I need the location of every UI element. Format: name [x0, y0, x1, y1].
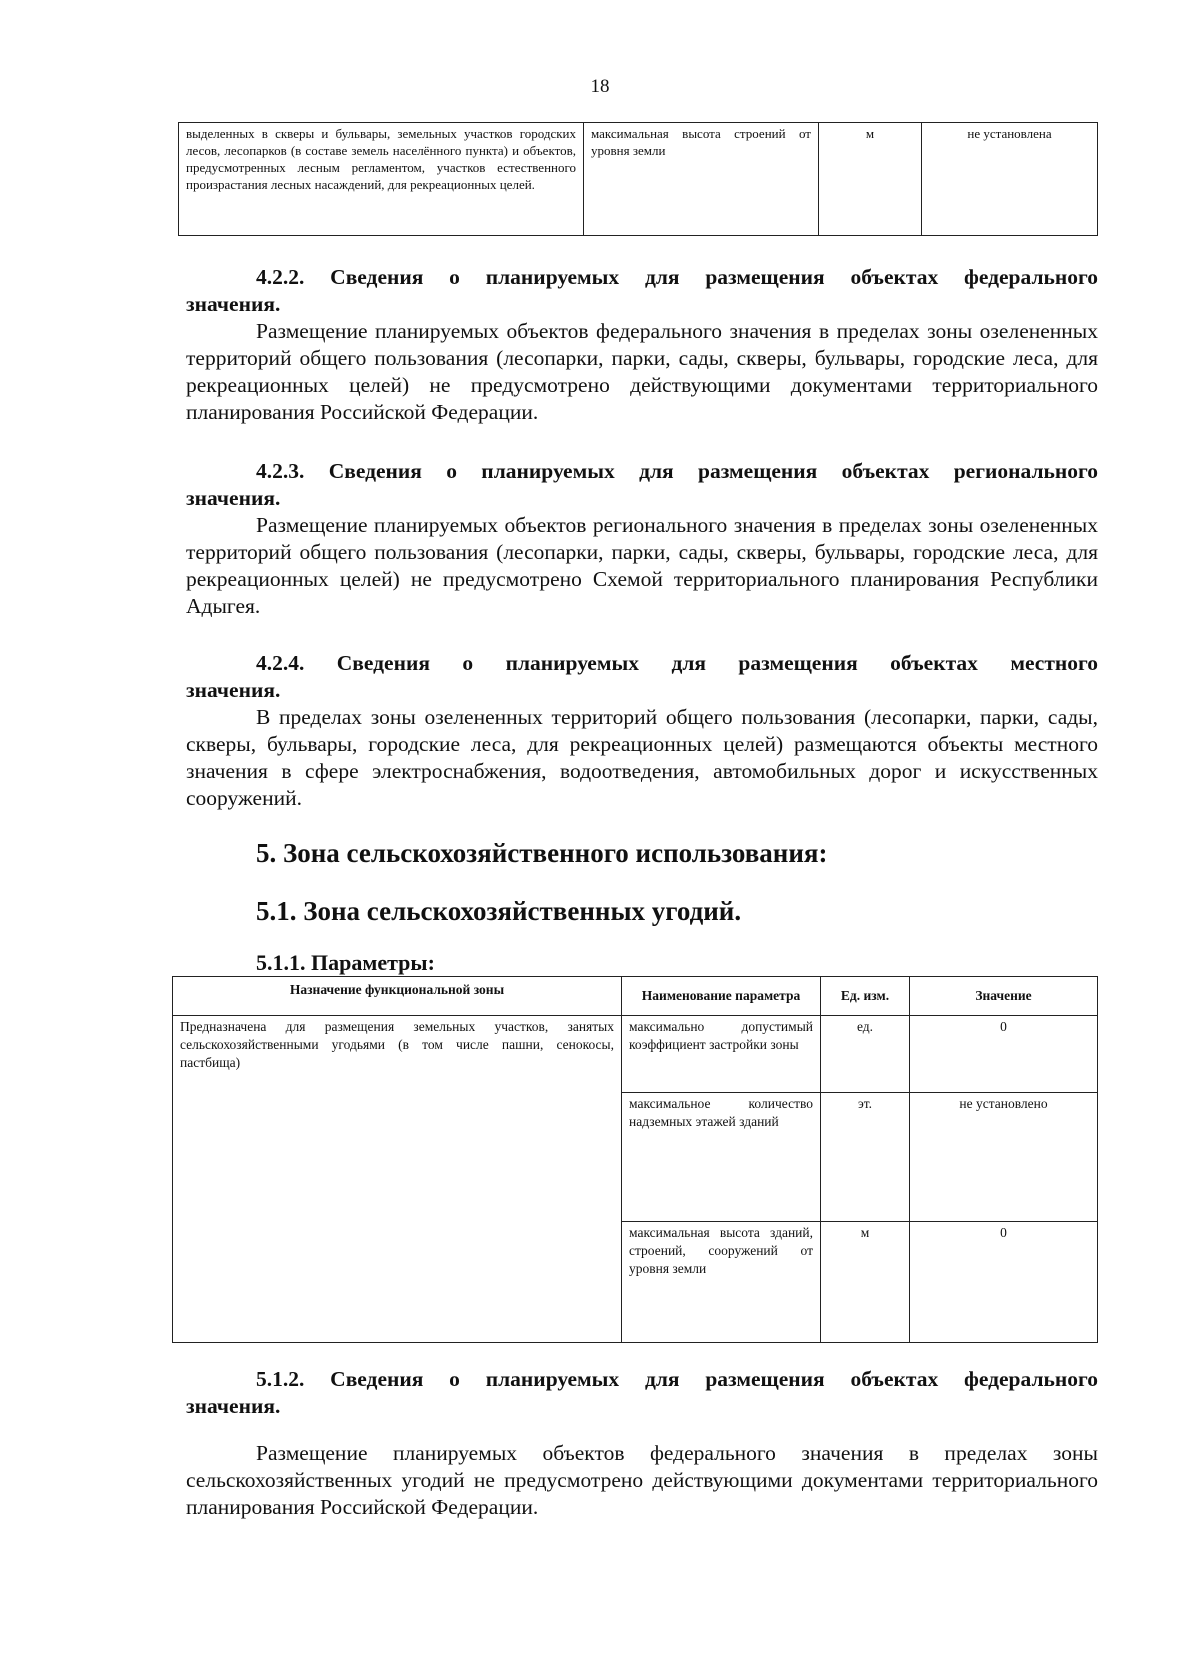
section-4-2-3	[186, 458, 1098, 620]
heading-zone-5: 5. Зона сельскохозяйственного использования:	[256, 838, 828, 868]
param-cell: максимальное количество надземных этажей зданий	[622, 1093, 821, 1222]
page-number: 18	[590, 76, 610, 97]
section-heading: 4.2.3. Сведения о планируемых для размещения объектах регионального	[256, 459, 1098, 483]
section-body: Размещение планируемых объектов федерального значения в пределах зоны сельскохозяйственных угодий не предусмотрено действующими документами территориального планирования Российской Федерации.	[186, 1441, 1098, 1519]
heading-zone-5-1: 5.1. Зона сельскохозяйственных угодий.	[256, 896, 742, 926]
section-heading: 4.2.4. Сведения о планируемых для размещения объектах местного	[256, 651, 1098, 675]
unit-cell: ед.	[821, 1016, 910, 1093]
section-body: В пределах зоны озелененных территорий общего пользования (лесопарки, парки, сады, скверы, бульвары, городские леса, для рекреационных целей) размещаются объекты местного значения в сфере электроснабжения, водоотведения, автомобильных дорог и искусственных сооружений.	[186, 705, 1098, 810]
continued-table	[178, 122, 1098, 236]
section-heading-cont: значения.	[186, 678, 281, 702]
section-body: Размещение планируемых объектов регионального значения в пределах зоны озелененных территорий общего пользования (лесопарки, парки, сады, скверы, бульвары, городские леса, для рекреационных целей) не предусмотрено Схемой территориального планирования Республики Адыгея.	[186, 513, 1098, 618]
table-header-row	[173, 977, 1098, 1016]
section-heading-cont: значения.	[186, 486, 281, 510]
header-value: Значение	[910, 977, 1098, 1016]
section-4-2-4	[186, 650, 1098, 812]
section-heading: 5.1.2. Сведения о планируемых для размещения объектах федерального	[256, 1367, 1098, 1391]
heading-parameters: 5.1.1. Параметры:	[256, 950, 435, 975]
header-zone: Назначение функциональной зоны	[173, 977, 622, 1016]
unit-cell: м	[821, 1222, 910, 1343]
section-4-2-2	[186, 264, 1098, 426]
header-param: Наименование параметра	[622, 977, 821, 1016]
unit-cell: эт.	[821, 1093, 910, 1222]
zone-cell: выделенных в скверы и бульвары, земельных участков городских лесов, лесопарков (в составе земель населённого пункта) и объектов, предусмотренных лесным регламентом, участков естественного произрастания лесных насаждений, для рекреационных целей.	[179, 123, 584, 236]
section-heading-cont: значения.	[186, 292, 281, 316]
table-row	[179, 123, 1098, 236]
table-row	[173, 1016, 1098, 1093]
section-heading-cont: значения.	[186, 1394, 281, 1418]
value-cell: не установлено	[910, 1093, 1098, 1222]
section-heading: 4.2.2. Сведения о планируемых для размещения объектах федерального	[256, 265, 1098, 289]
value-cell: не установлена	[922, 123, 1098, 236]
value-cell: 0	[910, 1222, 1098, 1343]
param-cell: максимальная высота строений от уровня земли	[584, 123, 819, 236]
parameters-table	[172, 976, 1098, 1343]
param-cell: максимальная высота зданий, строений, сооружений от уровня земли	[622, 1222, 821, 1343]
unit-cell: м	[819, 123, 922, 236]
section-5-1-2	[186, 1366, 1098, 1521]
param-cell: максимально допустимый коэффициент застройки зоны	[622, 1016, 821, 1093]
zone-cell: Предназначена для размещения земельных участков, занятых сельскохозяйственными угодьями (в том числе пашни, сенокосы, пастбища)	[173, 1016, 622, 1343]
value-cell: 0	[910, 1016, 1098, 1093]
header-unit: Ед. изм.	[821, 977, 910, 1016]
section-body: Размещение планируемых объектов федерального значения в пределах зоны озелененных территорий общего пользования (лесопарки, парки, сады, скверы, бульвары, городские леса, для рекреационных целей) не предусмотрено действующими документами территориального планирования Российской Федерации.	[186, 319, 1098, 424]
